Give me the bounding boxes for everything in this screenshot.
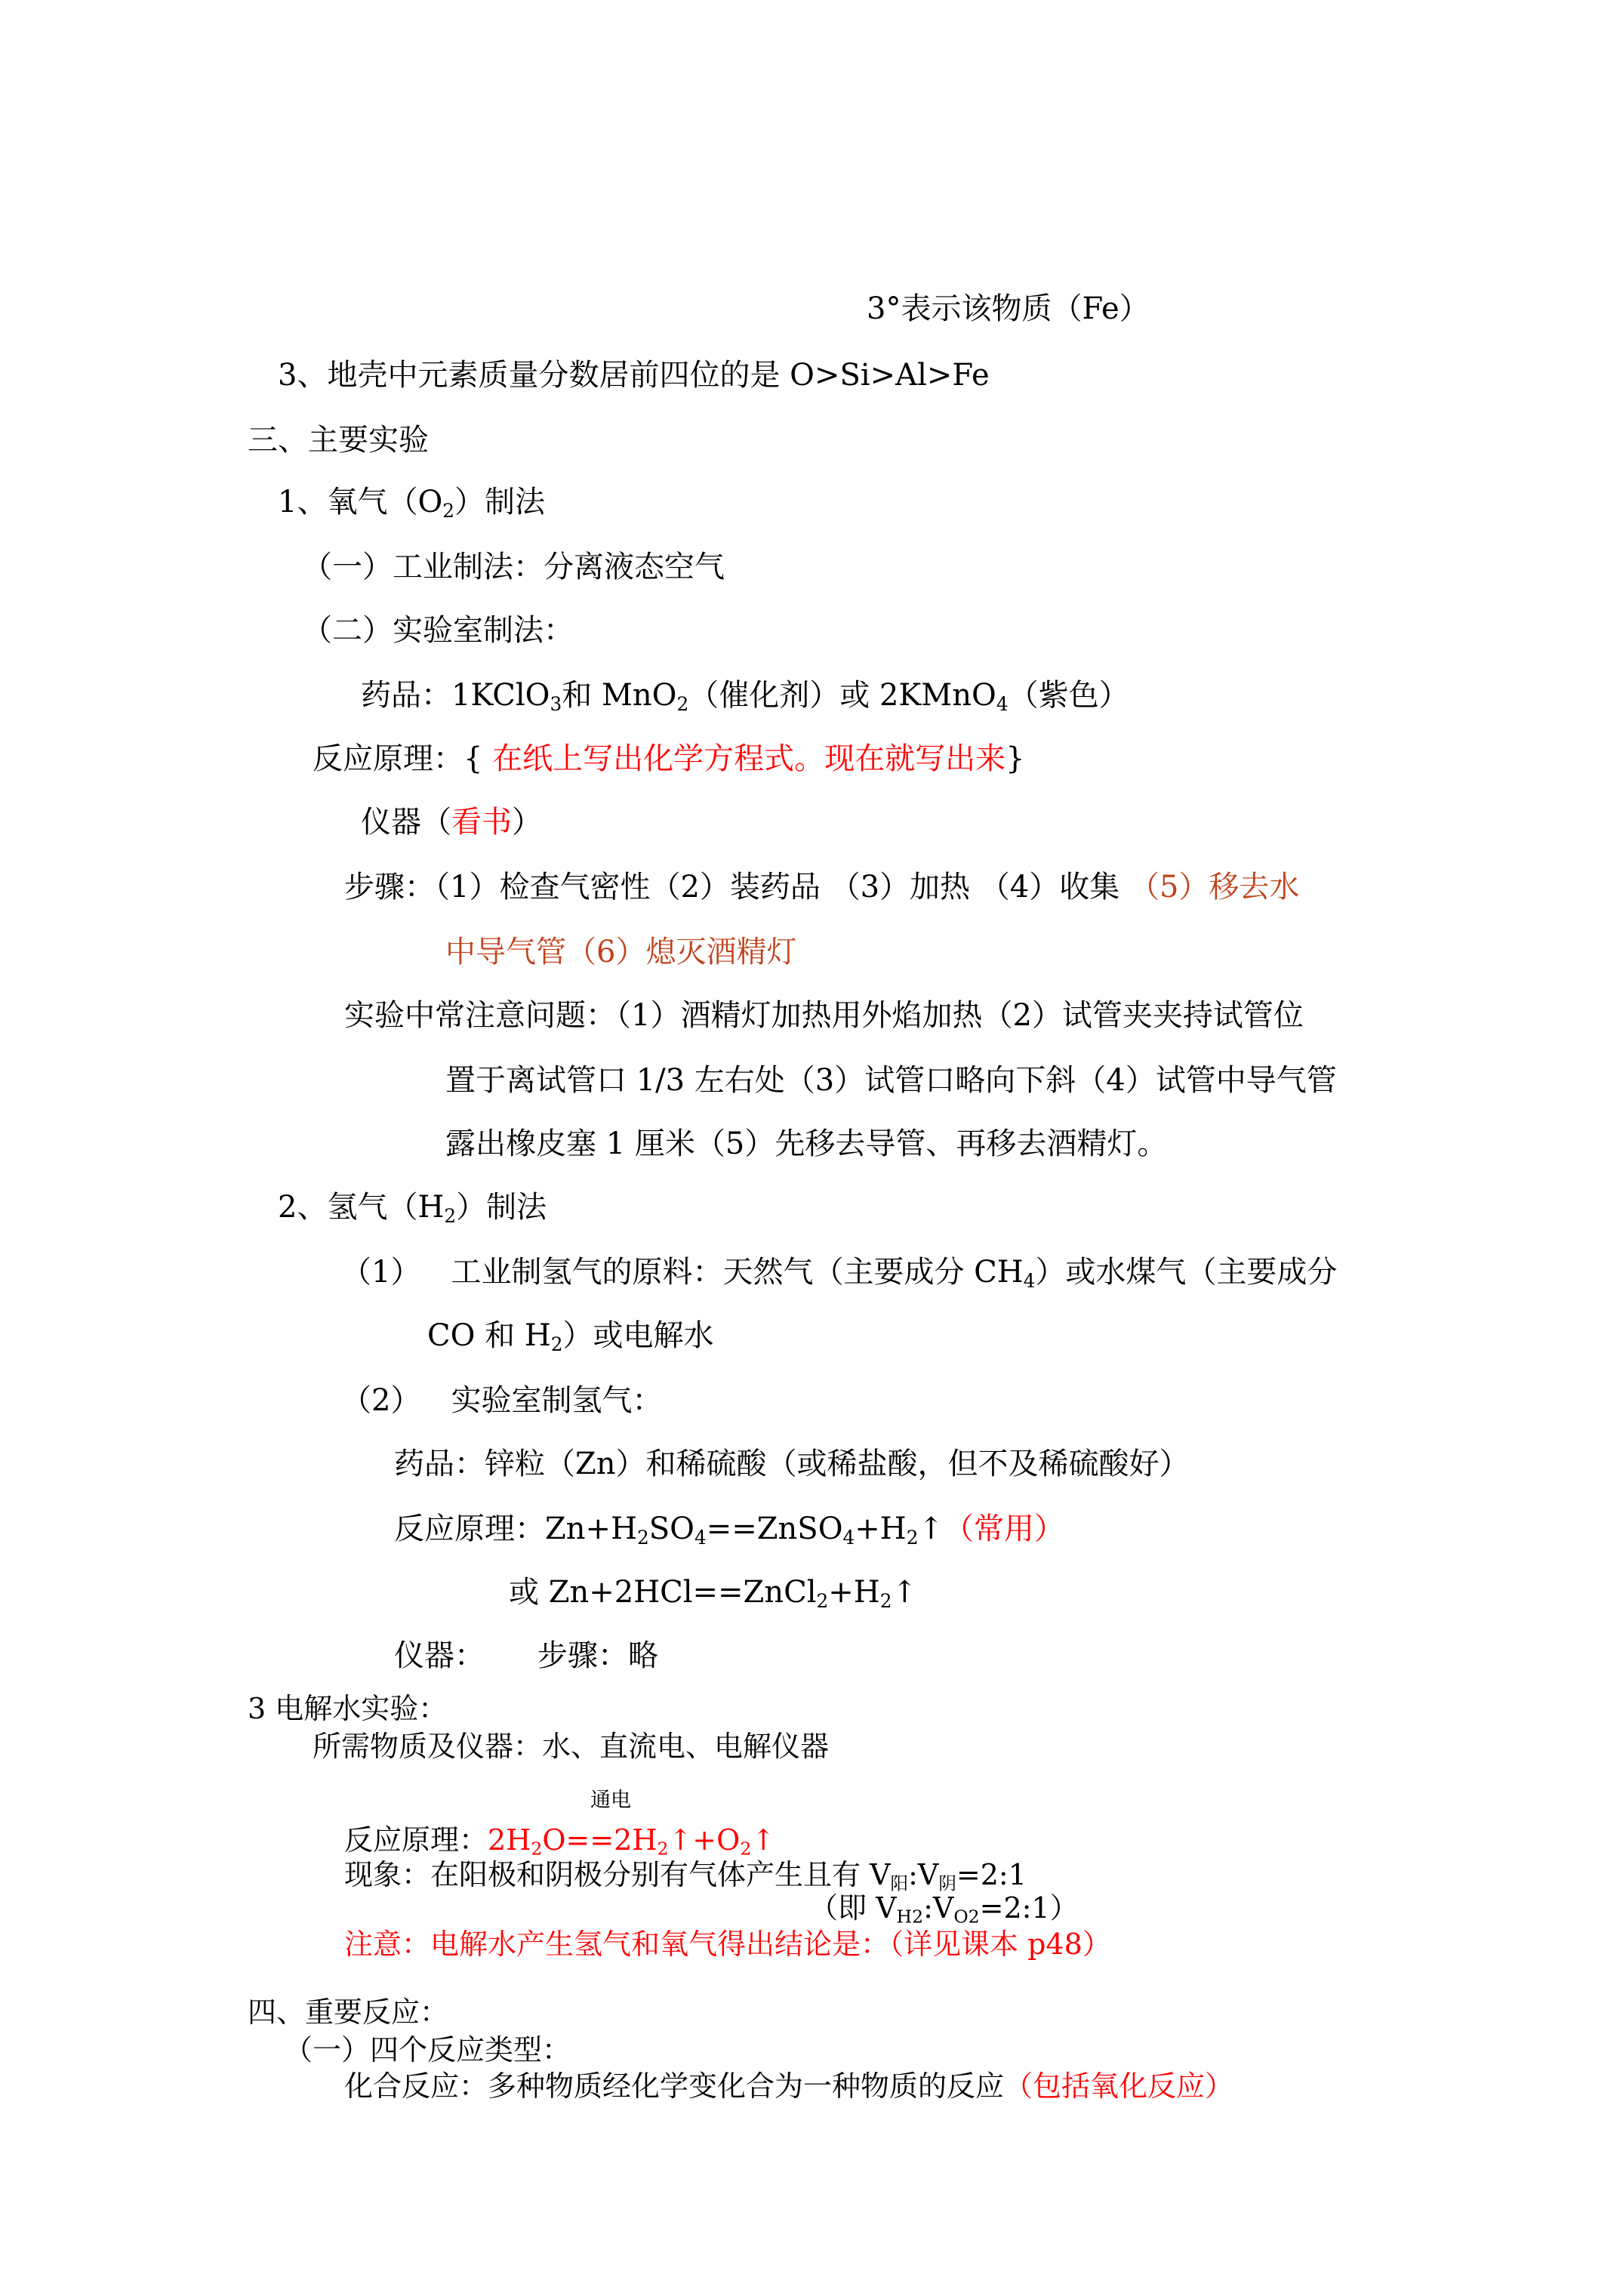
text-segment: （催化剂）或 2KMnO — [688, 678, 996, 713]
text-segment: SO — [648, 1512, 694, 1546]
subscript: 2 — [879, 1589, 892, 1612]
text-segment: ↑ — [892, 1575, 917, 1610]
text-line — [344, 1927, 1111, 1962]
subscript: 4 — [996, 692, 1009, 715]
red-note: （常用） — [943, 1512, 1064, 1546]
subscript: 2 — [531, 1838, 543, 1860]
text-segment: 药品：1KClO — [361, 678, 550, 713]
text-segment: +H — [828, 1575, 880, 1610]
text-line — [278, 356, 990, 394]
text-line — [445, 1125, 1167, 1163]
text-segment: 步骤：（1）检查气密性（2）装药品 （3）加热 （4）收集 — [344, 870, 1129, 905]
line-text: 3°表示该物质（Fe） — [867, 291, 1150, 326]
text-segment: 或 Zn+2HCl==ZnCl — [509, 1575, 817, 1610]
text-line — [302, 548, 725, 586]
text-line — [445, 1062, 1337, 1099]
text-segment: （2） — [341, 1383, 421, 1418]
text-line — [344, 2069, 1233, 2103]
text-segment: 反应原理： — [344, 1823, 488, 1857]
text-line — [809, 1891, 1079, 1928]
text-segment: 实验室制氢气： — [451, 1383, 663, 1418]
subscript: H2 — [896, 1906, 924, 1928]
subscript: 阴 — [938, 1872, 956, 1894]
text-line — [302, 612, 574, 649]
text-segment: CO 和 H — [427, 1318, 551, 1353]
text-segment: ） — [512, 805, 542, 840]
subscript: 阳 — [890, 1872, 909, 1894]
red-note: （包括氧化反应） — [1004, 2069, 1234, 2103]
line-text: 3、地壳中元素质量分数居前四位的是 O>Si>Al>Fe — [278, 358, 990, 393]
line-text: 露出橡皮塞 1 厘米（5）先移去导管、再移去酒精灯。 — [445, 1126, 1168, 1161]
text-line — [313, 1729, 829, 1764]
text-segment: 步骤：略 — [537, 1638, 658, 1673]
brown-note: （5）移去水 — [1129, 870, 1300, 905]
subscript: 2 — [657, 1838, 669, 1860]
line-text: （二）实验室制法： — [302, 613, 574, 648]
text-segment: （1） — [341, 1255, 421, 1290]
subscript: 2 — [444, 1204, 457, 1227]
brown-note: 中导气管（6）熄灭酒精灯 — [445, 935, 797, 969]
subsection-heading — [248, 1691, 447, 1726]
section-heading — [248, 1995, 448, 2029]
text-segment: ==ZnSO — [706, 1512, 843, 1546]
text-segment: ）制法 — [454, 485, 546, 519]
text-segment: 现象：在阳极和阴极分别有气体产生且有 V — [344, 1858, 891, 1891]
red-equation — [488, 1823, 776, 1860]
text-segment: ）制法 — [456, 1190, 547, 1225]
text-segment: :V — [908, 1858, 939, 1891]
text-line — [361, 676, 1129, 714]
line-text: 四、重要反应： — [248, 1996, 449, 2029]
text-segment: ）或电解水 — [562, 1318, 714, 1353]
red-note: 看书 — [451, 805, 512, 840]
text-segment: 反应原理：{ — [313, 741, 483, 776]
line-text: 所需物质及仪器：水、直流电、电解仪器 — [313, 1730, 830, 1763]
subscript: 2 — [636, 1526, 649, 1549]
text-line — [344, 868, 1299, 906]
text-segment: :V — [923, 1891, 954, 1925]
line-text: 三、主要实验 — [248, 423, 429, 458]
subscript: 2 — [442, 499, 455, 522]
text-line — [344, 997, 1304, 1034]
text-line — [344, 1857, 1027, 1892]
text-line — [341, 1382, 662, 1419]
line-text: 置于离试管口 1/3 左右处（3）试管口略向下斜（4）试管中导气管 — [445, 1063, 1337, 1098]
condition-label — [590, 1789, 631, 1812]
text-segment: （紫色） — [1008, 678, 1129, 713]
text-line — [445, 933, 796, 971]
text-line — [427, 1317, 714, 1354]
subscript: 2 — [816, 1589, 829, 1612]
text-segment: 1、氧气（O — [278, 485, 443, 519]
red-note: 在纸上写出化学方程式。现在就写出来 — [492, 741, 1006, 776]
subscript: 2 — [740, 1838, 752, 1860]
text-segment: +H — [855, 1512, 907, 1546]
text-segment: 和 MnO — [562, 678, 677, 713]
subscript: O2 — [953, 1906, 980, 1928]
text-segment: 化合反应：多种物质经化学变化合为一种物质的反应 — [344, 2069, 1005, 2103]
text-line — [867, 290, 1150, 328]
text-line — [284, 2032, 571, 2067]
line-text: （一）四个反应类型： — [284, 2033, 571, 2066]
red-note: 注意：电解水产生氢气和氧气得出结论是：（详见课本 p48） — [344, 1928, 1111, 1961]
subsection-heading — [278, 483, 545, 521]
text-segment: （即 V — [809, 1891, 897, 1925]
text-segment: 2、氢气（H — [278, 1190, 445, 1225]
subscript: 4 — [1023, 1269, 1036, 1292]
subscript: 2 — [550, 1333, 563, 1355]
subscript: 4 — [694, 1526, 707, 1549]
subscript: 2 — [906, 1526, 919, 1549]
text-line — [509, 1573, 917, 1611]
text-segment: ↑ — [918, 1512, 944, 1546]
section-heading — [248, 421, 429, 459]
text-line — [313, 740, 1025, 778]
subsection-heading — [278, 1188, 547, 1226]
text-line — [394, 1637, 658, 1675]
text-segment: ）或水煤气（主要成分 — [1035, 1255, 1338, 1290]
text-line — [341, 1253, 1337, 1291]
line-text: 3 电解水实验： — [248, 1692, 448, 1725]
text-segment: O==2H — [542, 1823, 658, 1857]
text-line — [344, 1823, 776, 1860]
text-segment: 仪器（ — [361, 805, 451, 840]
text-segment: =2:1） — [979, 1891, 1079, 1925]
text-line — [394, 1510, 1064, 1548]
text-segment: =2:1 — [956, 1858, 1027, 1891]
text-segment: } — [1006, 741, 1025, 776]
text-line — [394, 1445, 1190, 1483]
text-segment: 工业制氢气的原料：天然气（主要成分 CH — [451, 1255, 1024, 1290]
subscript: 3 — [550, 692, 562, 715]
text-line — [361, 803, 542, 841]
subscript: 2 — [676, 692, 689, 715]
line-text: （一）工业制法：分离液态空气 — [302, 550, 725, 584]
text-segment: 反应原理：Zn+H — [394, 1512, 637, 1546]
line-text: 通电 — [590, 1789, 631, 1812]
subscript: 4 — [842, 1526, 855, 1549]
text-segment: ↑+O — [668, 1823, 741, 1857]
text-segment: 2H — [488, 1823, 531, 1857]
line-text: 药品：锌粒（Zn）和稀硫酸（或稀盐酸，但不及稀硫酸好） — [394, 1447, 1190, 1481]
text-segment: 仪器： — [394, 1638, 485, 1673]
line-text: 实验中常注意问题：（1）酒精灯加热用外焰加热（2）试管夹夹持试管位 — [344, 998, 1304, 1033]
text-segment: ↑ — [751, 1823, 776, 1857]
